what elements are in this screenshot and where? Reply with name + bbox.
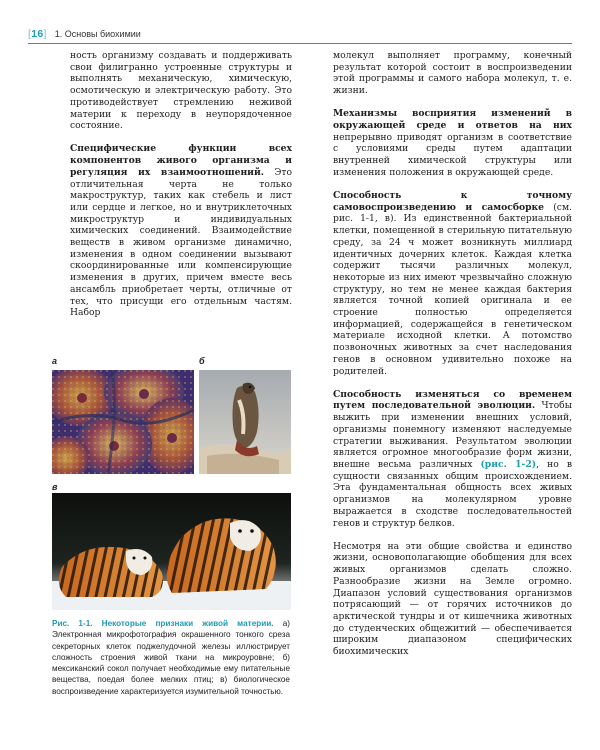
section-body: непрерывно приводят организм в соответствие с условиями среды путем адаптации внутренней химической структуры или изменения положения в окружающей среде.	[333, 131, 572, 178]
caption-title: Рис. 1-1. Некоторые признаки живой материи.	[52, 619, 274, 628]
paragraph	[70, 143, 292, 319]
paragraph	[333, 389, 572, 529]
caption-body: а) Электронная микрофотография окрашенного тонкого среза секреторных клеток поджелудочной железы иллюстрирует сложность строения живой ткани на микроуровне; б) мексиканский сокол получает необходимые ему питательные вещества, поедая более мелких птиц; в) биологическое воспроизведение характеризуется изумительной точностью.	[52, 619, 290, 696]
section-heading: Способность изменяться со временем путем последовательной эволюции.	[333, 388, 572, 412]
figure-caption	[52, 618, 290, 697]
section-heading: Механизмы восприятия изменений в окружающей среде и ответов на них	[333, 108, 572, 132]
figure-label-b: б	[199, 356, 205, 366]
left-text-column	[70, 50, 292, 319]
figure-label-c: в	[52, 482, 58, 492]
header-rule	[28, 43, 572, 44]
section-body: Это отличительная черта не только макроструктур, таких как стебель и лист или сердце и легкое, но и внутриклеточных микроструктур и индивидуальных химических соединений. Взаимодействие веществ в живом организме динамично, изменения в одном соединении вызывают скоординированные или компенсирующие изменения в других, причем вместе весь ансамбль приобретает черты, отличные от тех, что присущи его отдельным частям. Набор	[70, 166, 292, 319]
page-number: [16]	[28, 28, 47, 40]
chapter-title: 1. Основы биохимии	[54, 29, 141, 39]
section-body: , но в сущности связанных общим происхождением. Эта фундаментальная общность всех живых организмов на молекулярном уровне выражается в сходстве последовательностей генов и структур белков.	[333, 459, 572, 529]
paragraph: ность организму создавать и поддерживать свои филигранно устроенные структуры и выполнять механическую, химическую, осмотическую и электрическую работу. Это противодействует стремлению неживой материи к переходу в неупорядоченное состояние.	[70, 50, 292, 132]
page-header	[28, 26, 572, 42]
section-body: Чтобы выжить при изменении внешних условий, организмы понемногу изменяют наследуемые стратегии выживания. Результатом эволюции является огромное многообразие форм жизни, внешне весьма различных	[333, 400, 573, 470]
paragraph	[333, 190, 572, 377]
figure-reference-link[interactable]: (рис. 1-2)	[480, 459, 537, 470]
right-text-column	[333, 50, 572, 658]
paragraph	[333, 108, 572, 178]
section-heading: Способность к точному самовоспроизведению и самосборке	[333, 190, 572, 213]
micrograph-image	[52, 370, 194, 474]
section-heading: Специфические функции всех компонентов живого организма и регуляция их взаимоотношений.	[70, 143, 292, 178]
section-body: (см. рис. 1-1, в). Из единственной бактериальной клетки, помещенной в стерильную питательную среду, за 24 ч может возникнуть миллиард идентичных дочерних клеток. Каждая клетка содержит тысячи различных молекул, некоторые из них имеют чрезвычайно сложную структуру, но тем не менее каждая бактерия является точной копией оригинала и ее строение полностью определяется информацией, содержащейся в генетическом материале исходной клетки. А потомство позвоночных животных за счет наследования генов в основном удивительно похоже на родителей.	[333, 201, 573, 377]
falcon-image	[199, 370, 291, 474]
tigers-image	[52, 493, 291, 610]
figure-label-a: а	[52, 356, 58, 366]
paragraph: Несмотря на эти общие свойства и единство жизни, основополагающие обобщения для всех живых организмов сделать сложно. Разнообразие жизни на Земле огромно. Диапазон условий существования организмов потрясающий — от горячих источников до арктической тундры и от кишечника животных до студенческих общежитий — обеспечивается широким диапазоном специфических биохимических	[333, 540, 572, 658]
paragraph: молекул выполняет программу, конечный результат которой состоит в воспроизведении этой программы и самого набора молекул, т. е. жизни.	[333, 50, 572, 97]
